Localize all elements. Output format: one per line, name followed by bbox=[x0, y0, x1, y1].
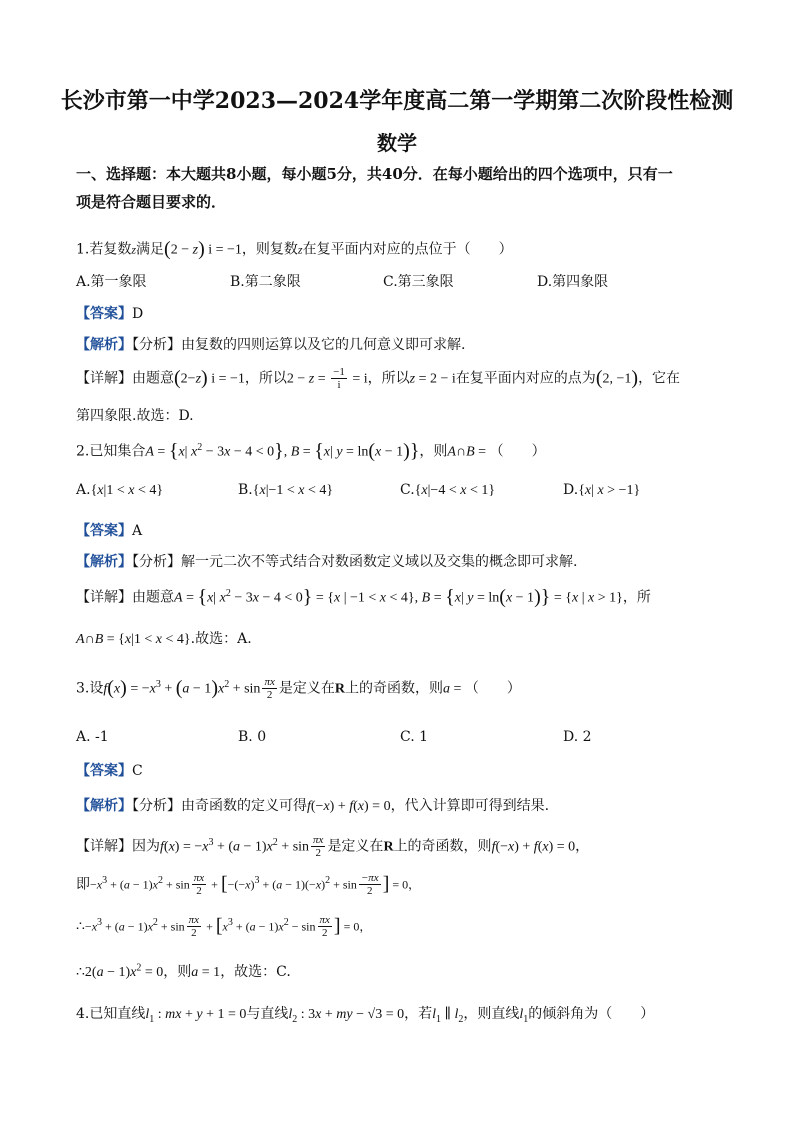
q2-option-d: D.{x| x > −1} bbox=[563, 482, 641, 498]
doc-title: 长沙市第一中学2023—2024学年度高二第一学期第二次阶段性检测 bbox=[60, 88, 734, 114]
section-heading bbox=[76, 160, 726, 216]
q2-analysis: 【解析】【分析】解一元二次不等式结合对数函数定义域以及交集的概念即可求解. bbox=[76, 554, 578, 570]
q2-stem: 2.已知集合A = {x| $x^2 - 3x - 4 < 0$}, B = {x| y = ln(x − 1)}，则A∩B = （ ） bbox=[76, 440, 546, 462]
q1-analysis: 【解析】【分析】由复数的四则运算以及它的几何意义即可求解. bbox=[76, 337, 466, 353]
q1-option-b: B.第二象限 bbox=[230, 274, 301, 290]
q3-step1: 即$-x^3 + (a - 1)x^2 + \sin$ $\frac{\pi x}{2}$ + [$-(-x)^3 + (a - 1)(-x)^2 + \sin$ $\frac{-\pi x}{2}$ ] = 0， bbox=[76, 872, 421, 897]
q1-option-d: D.第四象限 bbox=[537, 274, 609, 290]
q1-answer: 【答案】D bbox=[76, 306, 144, 322]
q1-detail-line2: 第四象限.故选：D. bbox=[76, 408, 194, 424]
q2-detail-line2: A∩B = {x|1 < x < 4}.故选：A. bbox=[76, 631, 252, 647]
q3-analysis: 【解析】【分析】由奇函数的定义可得f(−x) + f(x) = 0，代入计算即可得到结果. bbox=[76, 798, 550, 814]
q3-step2: $\therefore-x^3 + (a - 1)x^2 + \sin$ $\frac{\pi x}{2}$ + [$x^3 + (a - 1)x^2 - \sin$ $\frac{\pi x}{2}$ ] = 0， bbox=[76, 914, 372, 939]
q4-stem: 4.已知直线$l_1$ : mx + y + 1 = 0与直线$l_2$ : 3x + my − √3 = 0，若$l_1$ ∥ $l_2$，则直线$l_1$的倾斜角为（ ） bbox=[76, 1006, 655, 1025]
q3-answer: 【答案】C bbox=[76, 763, 143, 779]
q2-option-c: C.{x|−4 < x < 1} bbox=[400, 482, 496, 498]
q2-answer: 【答案】A bbox=[76, 523, 143, 539]
q1-option-a: A.第一象限 bbox=[76, 274, 147, 290]
section-heading-line1: 一、选择题：本大题共8小题，每小题5分，共40分．在每小题给出的四个选项中，只有一 bbox=[76, 165, 673, 183]
q3-option-d: D. 2 bbox=[563, 729, 592, 745]
section-heading-line2: 项是符合题目要求的． bbox=[76, 193, 227, 211]
q1-option-c: C.第三象限 bbox=[383, 274, 454, 290]
q3-option-c: C. 1 bbox=[400, 729, 429, 745]
q3-step3: ∴2(a − $1)x^2 = 0$，则a = 1，故选：C. bbox=[76, 962, 291, 980]
doc-subtitle: 数学 bbox=[377, 131, 417, 155]
q3-detail: 【详解】因为$f(x) = -x^3 + (a - 1)x^2 + \sin$ $\frac{\pi x}{2}$ 是定义在R上的奇函数，则f(−x) + f(x) = 0， bbox=[76, 834, 590, 859]
q2-option-b: B.{x|−1 < x < 4} bbox=[238, 482, 334, 498]
q1-stem: 1.若复数z满足(2 − z) i = −1，则复数z在复平面内对应的点位于（ ） bbox=[76, 238, 513, 260]
q2-option-a: A.{x|1 < x < 4} bbox=[76, 482, 164, 498]
q3-option-a: A. -1 bbox=[76, 729, 109, 745]
q3-stem: 3.设$f(x) = -x^3 + (a - 1)x^2 + \sin$ $\frac{\pi x}{2}$ 是定义在R上的奇函数，则a = （ ） bbox=[76, 676, 521, 701]
q2-detail: 【详解】由题意A = {x| $x^2 - 3x - 4 < 0\} = \{x$ | −1 < x < 4}, B = {x| y = ln(x − 1)} = {x | x > 1}，所 bbox=[76, 586, 651, 608]
q3-option-b: B. 0 bbox=[238, 729, 267, 745]
q1-detail: 【详解】由题意(2−z) i = −1，所以2 − z = $\frac{-1}{i}$ = i，所以z = 2 − i在复平面内对应的点为(2, −1)，它在 bbox=[76, 366, 681, 391]
